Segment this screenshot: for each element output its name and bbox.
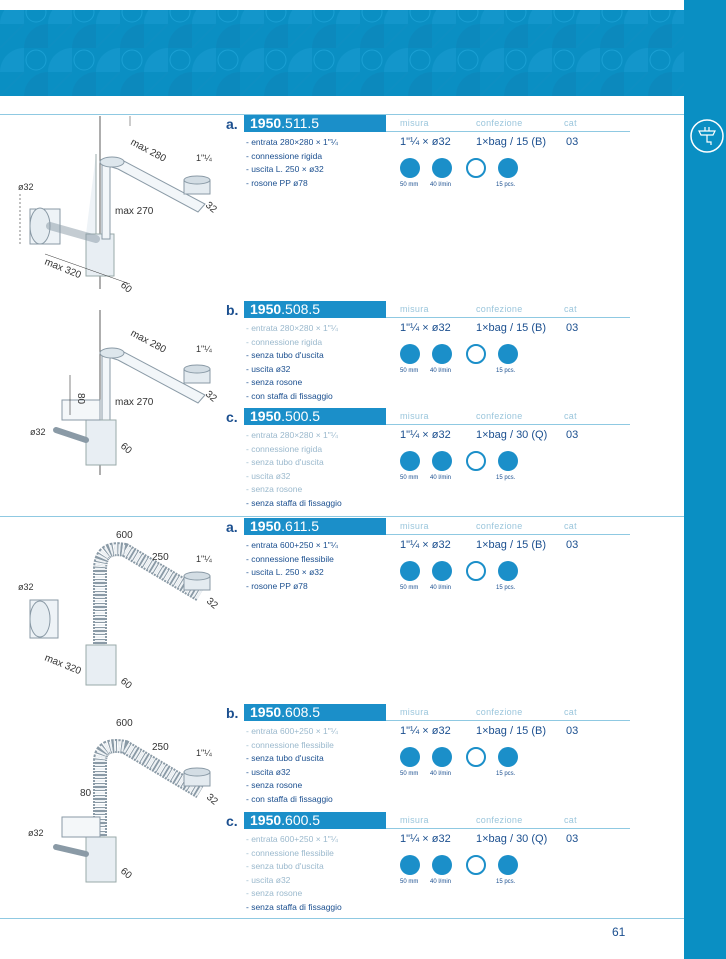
value-cat: 03: [566, 725, 579, 737]
value-misura: 1"¼ × ø32: [400, 833, 451, 845]
product-code: [244, 115, 386, 132]
drain-depth-icon: [400, 158, 420, 178]
dim-outlet: 32: [203, 199, 219, 216]
spec-line: - senza rosone: [246, 484, 303, 494]
ring-icon: [466, 344, 486, 364]
spec-line: - senza staffa di fissaggio: [246, 901, 342, 912]
sink-icon: [689, 118, 725, 154]
spec-list: [246, 136, 338, 190]
icon-label-flow: 40 l/min: [430, 585, 452, 591]
item-letter: b.: [226, 302, 239, 318]
item-letter: a.: [226, 519, 238, 535]
code-main: 1950: [250, 115, 282, 131]
header-misura: misura: [400, 815, 429, 825]
spec-line: - entrata 280×280 × 1"¼: [246, 137, 338, 147]
spec-line: - connessione rigida: [246, 150, 323, 161]
dim-inlet: 1"¼: [196, 344, 212, 354]
package-icon: [498, 451, 518, 471]
dim-height: 60: [118, 675, 134, 692]
value-misura: 1"¼ × ø32: [400, 136, 451, 148]
flow-rate-icon: [432, 344, 452, 364]
spec-line: - con staffa di fissaggio: [246, 390, 333, 401]
value-misura: 1"¼ × ø32: [400, 539, 451, 551]
header-cat: cat: [564, 118, 577, 128]
dim-inlet: 1"¼: [196, 153, 212, 163]
ring-icon: [466, 158, 486, 178]
ring-icon: [466, 855, 486, 875]
product-code: [244, 518, 386, 535]
spec-line: - senza staffa di fissaggio: [246, 497, 342, 508]
dim-outlet: 32: [204, 595, 220, 612]
spec-line: - uscita ø32: [246, 363, 291, 374]
value-confezione: 1×bag / 15 (B): [476, 322, 547, 334]
icon-label-depth: 50 mm: [400, 879, 419, 885]
header-rule: [386, 720, 630, 721]
code-main: 1950: [250, 812, 282, 828]
package-icon: [498, 561, 518, 581]
icon-label-flow: 40 l/min: [430, 368, 452, 374]
header-misura: misura: [400, 304, 429, 314]
header-rule: [386, 828, 630, 829]
qr-code-icon[interactable]: [588, 745, 628, 785]
product-code: [244, 812, 386, 829]
section-divider: [0, 516, 684, 517]
spec-line: - senza tubo d'uscita: [246, 753, 324, 763]
spec-line: - entrata 600+250 × 1"¼: [246, 540, 338, 550]
spec-list: [246, 429, 342, 510]
drain-depth-icon: [400, 747, 420, 767]
header-misura: misura: [400, 411, 429, 421]
code-main: 1950: [250, 408, 282, 424]
header-cat: cat: [564, 815, 577, 825]
flow-rate-icon: [432, 561, 452, 581]
icon-label-pcs: 15 pcs.: [496, 771, 516, 777]
spec-list: [246, 833, 342, 914]
spec-line: - rosone PP ø78: [246, 177, 308, 188]
spec-line: - connessione rigida: [246, 443, 323, 454]
spec-line: - senza tubo d'uscita: [246, 457, 324, 467]
dim-height: 60: [118, 865, 134, 882]
header-cat: cat: [564, 707, 577, 717]
icon-label-flow: 40 l/min: [430, 771, 452, 777]
product-code: [244, 301, 386, 318]
spec-line: - senza tubo d'uscita: [246, 861, 324, 871]
icon-label-pcs: 15 pcs.: [496, 182, 516, 188]
header-confezione: confezione: [476, 815, 523, 825]
dim-height: 60: [118, 279, 134, 296]
code-suffix: .500.5: [281, 408, 321, 424]
header-misura: misura: [400, 707, 429, 717]
dim-outlet: 32: [203, 388, 219, 405]
code-suffix: .600.5: [281, 812, 321, 828]
header-confezione: confezione: [476, 521, 523, 531]
drain-depth-icon: [400, 855, 420, 875]
spec-line: - senza rosone: [246, 377, 303, 387]
header-confezione: confezione: [476, 411, 523, 421]
icon-label-pcs: 15 pcs.: [496, 585, 516, 591]
spec-line: - uscita ø32: [246, 766, 291, 777]
value-confezione: 1×bag / 15 (B): [476, 725, 547, 737]
dim-wall: ø32: [28, 828, 44, 838]
value-cat: 03: [566, 429, 579, 441]
code-suffix: .511.5: [281, 115, 320, 131]
siphon-diagram-flexible: [0, 520, 240, 695]
dim-wall: ø32: [18, 182, 34, 192]
code-main: 1950: [250, 301, 282, 317]
spec-line: - connessione flessibile: [246, 553, 334, 564]
icon-label-flow: 40 l/min: [430, 879, 452, 885]
spec-line: - uscita L. 250 × ø32: [246, 567, 324, 577]
section-divider: [0, 918, 684, 919]
header-banner: [0, 0, 684, 96]
page-number: 61: [612, 925, 626, 939]
icon-label-pcs: 15 pcs.: [496, 879, 516, 885]
flow-rate-icon: [432, 158, 452, 178]
value-misura: 1"¼ × ø32: [400, 429, 451, 441]
drain-depth-icon: [400, 451, 420, 471]
spec-line: - senza rosone: [246, 888, 303, 898]
top-white-strip: [0, 0, 684, 10]
code-suffix: .608.5: [281, 704, 321, 720]
header-rule: [386, 424, 630, 425]
qr-code-icon[interactable]: [588, 156, 628, 196]
spec-line: - uscita ø32: [246, 470, 291, 481]
value-misura: 1"¼ × ø32: [400, 322, 451, 334]
header-confezione: confezione: [476, 707, 523, 717]
dim-max-a: max 280: [128, 327, 168, 356]
spec-line: - con staffa di fissaggio: [246, 793, 333, 804]
item-letter: a.: [226, 116, 238, 132]
package-icon: [498, 855, 518, 875]
drain-depth-icon: [400, 561, 420, 581]
siphon-diagram-flexible-bracket: [0, 712, 240, 892]
header-cat: cat: [564, 304, 577, 314]
icon-label-depth: 50 mm: [400, 182, 419, 188]
value-misura: 1"¼ × ø32: [400, 725, 451, 737]
icon-label-pcs: 15 pcs.: [496, 475, 516, 481]
flow-rate-icon: [432, 451, 452, 471]
value-confezione: 1×bag / 30 (Q): [476, 429, 548, 441]
spec-list: [246, 322, 338, 403]
ring-icon: [466, 747, 486, 767]
spec-line: - uscita L. 250 × ø32: [246, 164, 324, 174]
item-letter: c.: [226, 409, 238, 425]
package-icon: [498, 747, 518, 767]
dim-wall: ø32: [18, 582, 34, 592]
icon-label-depth: 50 mm: [400, 771, 419, 777]
dim-inlet: 1"¼: [196, 748, 212, 758]
flow-rate-icon: [432, 747, 452, 767]
spec-line: - entrata 280×280 × 1"¼: [246, 430, 338, 440]
header-rule: [386, 131, 630, 132]
flow-rate-icon: [432, 855, 452, 875]
qr-code-icon[interactable]: [588, 449, 628, 489]
spec-list: [246, 725, 338, 806]
value-cat: 03: [566, 322, 579, 334]
header-misura: misura: [400, 521, 429, 531]
package-icon: [498, 344, 518, 364]
dim-max-a: max 280: [128, 136, 168, 165]
spec-line: - entrata 280×280 × 1"¼: [246, 323, 338, 333]
item-letter: c.: [226, 813, 238, 829]
package-icon: [498, 158, 518, 178]
spec-line: - connessione flessibile: [246, 739, 334, 750]
dim-wall: ø32: [30, 427, 46, 437]
icon-label-pcs: 15 pcs.: [496, 368, 516, 374]
dim-length: max 320: [42, 256, 83, 282]
qr-code-icon[interactable]: [588, 559, 628, 599]
value-cat: 03: [566, 539, 579, 551]
banner-pattern: [0, 0, 684, 96]
qr-code-icon[interactable]: [588, 342, 628, 382]
qr-code-icon[interactable]: [588, 853, 628, 893]
ring-icon: [466, 561, 486, 581]
icon-label-depth: 50 mm: [400, 368, 419, 374]
dim-len-b: 250: [152, 552, 169, 563]
dim-bracket: 80: [80, 788, 92, 799]
spec-line: - connessione flessibile: [246, 847, 334, 858]
dim-len-b: 250: [152, 742, 169, 753]
icon-label-flow: 40 l/min: [430, 182, 452, 188]
code-suffix: .611.5: [281, 518, 320, 534]
code-main: 1950: [250, 518, 282, 534]
spec-line: - connessione rigida: [246, 336, 323, 347]
dim-bracket: 80: [75, 393, 86, 405]
header-rule: [386, 317, 630, 318]
dim-max-b: max 270: [115, 206, 154, 217]
siphon-diagram-rigid-bracket: [0, 305, 240, 485]
product-code: [244, 408, 386, 425]
header-cat: cat: [564, 411, 577, 421]
header-confezione: confezione: [476, 304, 523, 314]
spec-line: - senza tubo d'uscita: [246, 350, 324, 360]
code-main: 1950: [250, 704, 282, 720]
item-letter: b.: [226, 705, 239, 721]
value-confezione: 1×bag / 30 (Q): [476, 833, 548, 845]
header-rule: [386, 534, 630, 535]
value-cat: 03: [566, 136, 579, 148]
spec-line: - entrata 600+250 × 1"¼: [246, 834, 338, 844]
spec-list: [246, 539, 338, 593]
dim-length: max 320: [42, 652, 83, 678]
icon-label-depth: 50 mm: [400, 475, 419, 481]
spec-line: - entrata 600+250 × 1"¼: [246, 726, 338, 736]
drain-depth-icon: [400, 344, 420, 364]
dim-len-a: 600: [116, 718, 133, 729]
product-code: [244, 704, 386, 721]
value-confezione: 1×bag / 15 (B): [476, 136, 547, 148]
value-confezione: 1×bag / 15 (B): [476, 539, 547, 551]
dim-height: 60: [118, 440, 134, 457]
icon-label-depth: 50 mm: [400, 585, 419, 591]
header-confezione: confezione: [476, 118, 523, 128]
spec-line: - rosone PP ø78: [246, 580, 308, 591]
ring-icon: [466, 451, 486, 471]
header-misura: misura: [400, 118, 429, 128]
spec-line: - senza rosone: [246, 780, 303, 790]
spec-line: - uscita ø32: [246, 874, 291, 885]
code-suffix: .508.5: [281, 301, 321, 317]
dim-inlet: 1"¼: [196, 554, 212, 564]
value-cat: 03: [566, 833, 579, 845]
header-cat: cat: [564, 521, 577, 531]
dim-max-b: max 270: [115, 397, 154, 408]
dim-outlet: 32: [204, 791, 220, 808]
dim-len-a: 600: [116, 530, 133, 541]
siphon-diagram-rigid: [0, 114, 240, 304]
icon-label-flow: 40 l/min: [430, 475, 452, 481]
